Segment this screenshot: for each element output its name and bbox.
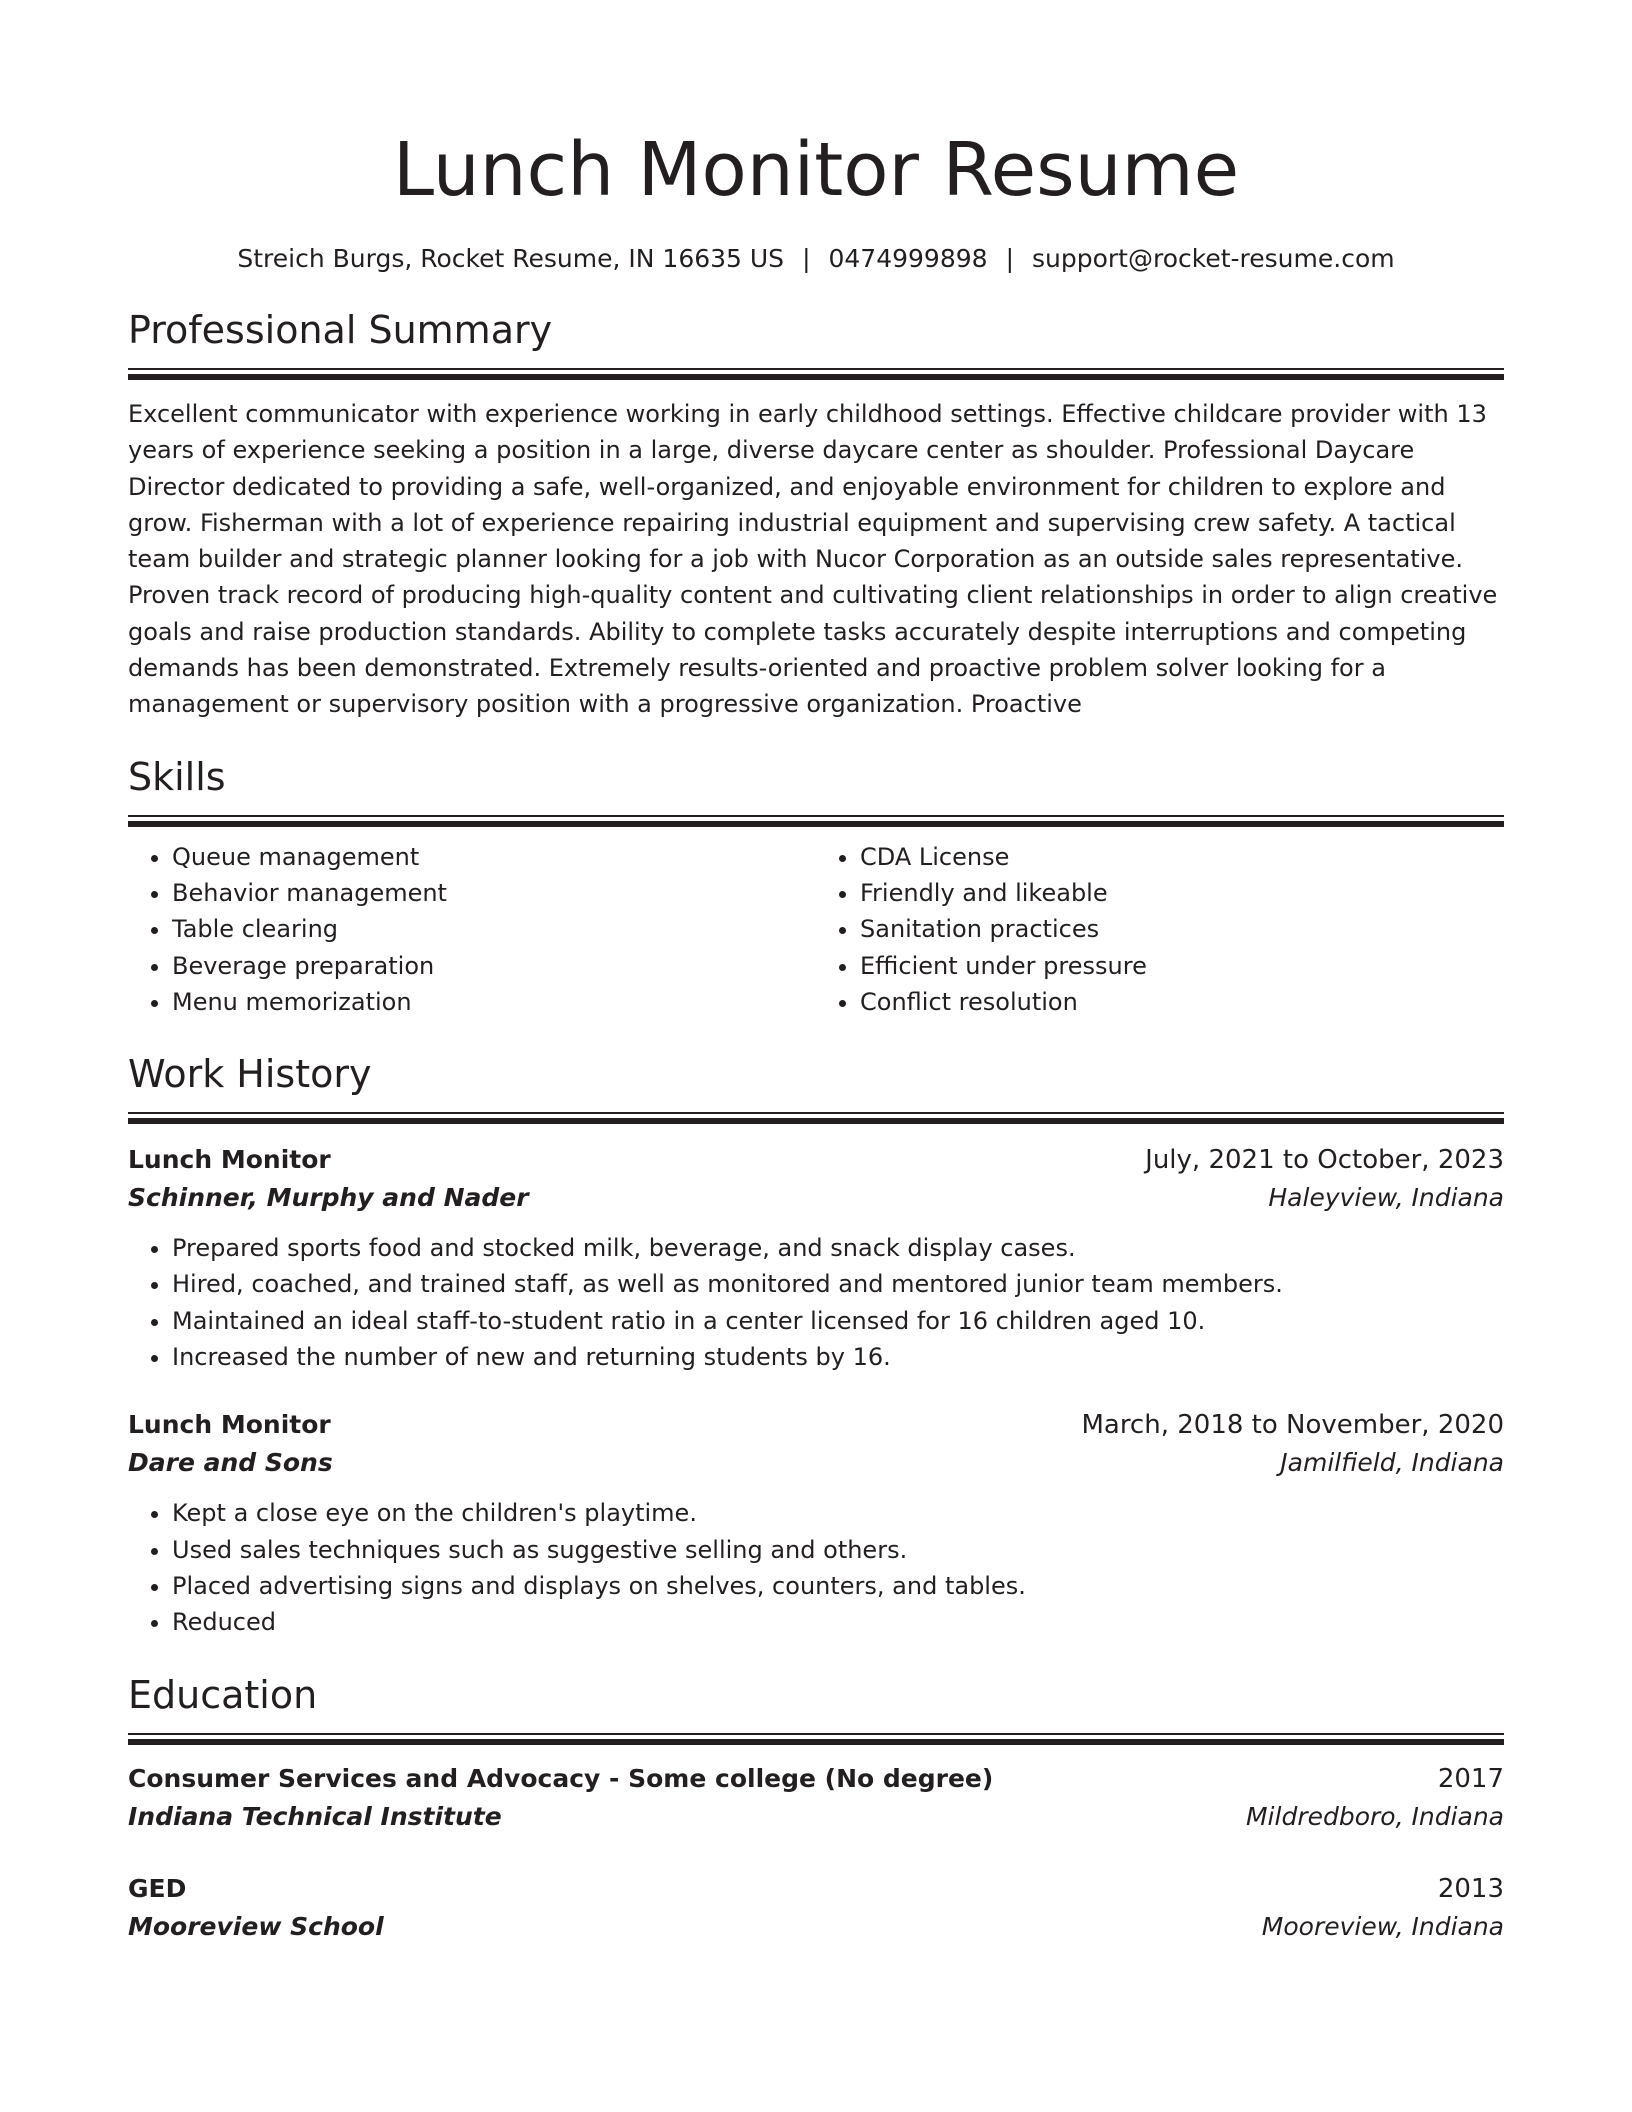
skill-item: • Friendly and likeable <box>860 875 1504 911</box>
education-degree: Consumer Services and Advocacy - Some college (No degree) <box>128 1763 994 1793</box>
skills-column-left <box>128 839 816 1020</box>
education-header <box>128 1869 1504 1909</box>
job-title: Lunch Monitor <box>128 1145 331 1175</box>
education-year: 2017 <box>1437 1763 1504 1794</box>
contact-phone: 0474999898 <box>828 244 988 273</box>
resume-name: Lunch Monitor Resume <box>392 127 1240 213</box>
job-bullet: • Maintained an ideal staff-to-student ratio in a center licensed for 16 children aged 10. <box>172 1303 1504 1339</box>
job-entry <box>128 1405 1504 1640</box>
job-subheader <box>128 1445 1504 1481</box>
job-bullet: • Hired, coached, and trained staff, as well as monitored and mentored junior team members. <box>172 1266 1504 1302</box>
education-entry <box>128 1759 1504 1835</box>
job-title: Lunch Monitor <box>128 1410 331 1440</box>
education-location: Mooreview, Indiana <box>1261 1911 1504 1941</box>
section-divider <box>128 368 1504 380</box>
section-divider <box>128 1733 1504 1745</box>
section-divider <box>128 815 1504 827</box>
contact-address: Streich Burgs, Rocket Resume, IN 16635 US <box>237 244 785 273</box>
skill-item: • Conflict resolution <box>860 984 1504 1020</box>
contact-email: support@rocket-resume.com <box>1032 244 1395 273</box>
job-subheader <box>128 1180 1504 1216</box>
education-subheader <box>128 1799 1504 1835</box>
section-title-skills: Skills <box>128 754 226 799</box>
job-bullet: • Used sales techniques such as suggestive selling and others. <box>172 1532 1504 1568</box>
job-bullet: • Placed advertising signs and displays on shelves, counters, and tables. <box>172 1568 1504 1604</box>
job-bullets <box>128 1230 1504 1375</box>
summary-text: Excellent communicator with experience working in early childhood settings. Effective childcare provider with 13 years of experience seeking a position in a large, diverse daycare center as shoulder. Professional Daycare Director dedicated to providing a safe, well-organized, and enjoyable environment for children to explore and grow. Fisherman with a lot of experience repairing industrial equipment and supervising crew safety. A tactical team builder and strategic planner looking for a job with Nucor Corporation as an outside sales representative. Proven track record of producing high-quality content and cultivating client relationships in order to align creative goals and raise production standards. Ability to complete tasks accurately despite interruptions and competing demands has been demonstrated. Extremely results-oriented and proactive problem solver looking for a management or supervisory position with a progressive organization. Proactive <box>128 400 1498 719</box>
skill-item: • CDA License <box>860 839 1504 875</box>
job-bullet: • Increased the number of new and returning students by 16. <box>172 1339 1504 1375</box>
job-bullet: • Kept a close eye on the children's playtime. <box>172 1495 1504 1531</box>
section-title-education: Education <box>128 1672 318 1717</box>
skill-item: • Table clearing <box>172 911 816 947</box>
contact-line <box>128 242 1504 276</box>
skills-list <box>128 839 1504 1020</box>
job-bullet: • Prepared sports food and stocked milk, beverage, and snack display cases. <box>172 1230 1504 1266</box>
education-school: Mooreview School <box>128 1911 384 1941</box>
job-bullet: • Reduced <box>172 1604 1504 1640</box>
job-entry <box>128 1140 1504 1375</box>
job-header <box>128 1140 1504 1180</box>
job-dates: July, 2021 to October, 2023 <box>1145 1145 1504 1176</box>
education-header <box>128 1759 1504 1799</box>
skill-item: • Beverage preparation <box>172 948 816 984</box>
job-location: Jamilfield, Indiana <box>1280 1448 1504 1478</box>
skills-column-right <box>816 839 1504 1020</box>
job-bullets <box>128 1495 1504 1640</box>
job-location: Haleyview, Indiana <box>1268 1183 1504 1213</box>
education-year: 2013 <box>1437 1873 1504 1904</box>
section-title-summary: Professional Summary <box>128 308 553 352</box>
job-header <box>128 1405 1504 1445</box>
skill-item: • Efficient under pressure <box>860 948 1504 984</box>
education-location: Mildredboro, Indiana <box>1245 1801 1504 1831</box>
section-divider <box>128 1112 1504 1124</box>
skill-item: • Menu memorization <box>172 984 816 1020</box>
contact-separator: | <box>1005 244 1014 273</box>
skill-item: • Behavior management <box>172 875 816 911</box>
education-subheader <box>128 1909 1504 1945</box>
education-degree: GED <box>128 1873 187 1903</box>
education-school: Indiana Technical Institute <box>128 1801 502 1831</box>
section-title-work: Work History <box>128 1052 372 1097</box>
contact-separator: | <box>802 244 811 273</box>
education-entry <box>128 1869 1504 1945</box>
skill-item: • Queue management <box>172 839 816 875</box>
skill-item: • Sanitation practices <box>860 911 1504 947</box>
job-company: Schinner, Murphy and Nader <box>128 1183 529 1213</box>
job-company: Dare and Sons <box>128 1448 333 1478</box>
job-dates: March, 2018 to November, 2020 <box>1081 1410 1504 1441</box>
